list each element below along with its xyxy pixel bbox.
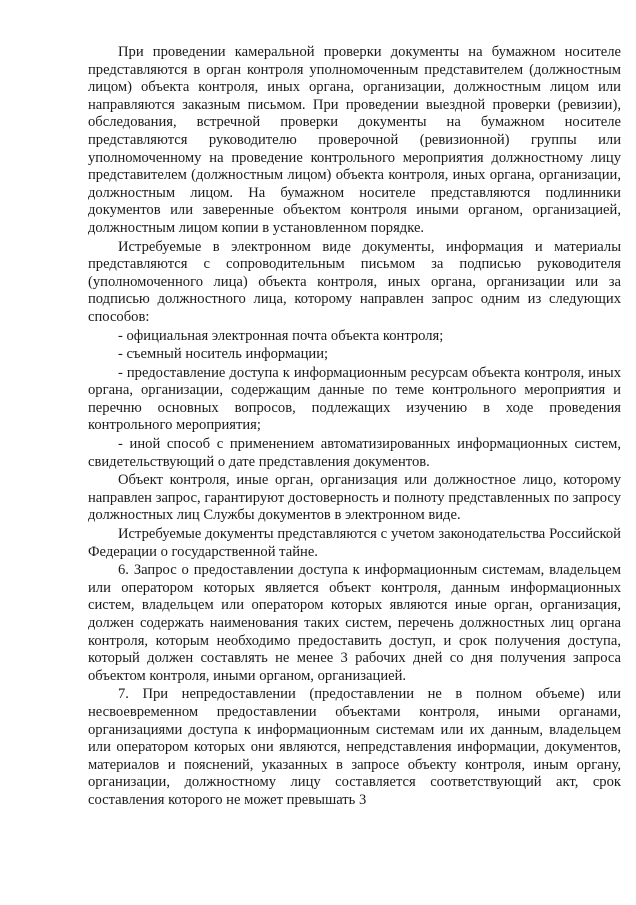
list-item-resource-access: - предоставление доступа к информационным ресурсам объекта контроля, иных органа, организации, содержащим данные по теме контрольного мероприятия и перечню основных вопросов, подлежащих изучению в ходе проведения контрольного мероприятия; [88, 364, 621, 434]
document-body [88, 44, 621, 811]
paragraph-paper-documents: При проведении камеральной проверки документы на бумажном носителе представляются в орган контроля уполномоченным представителем (должностным лицом) объекта контроля, иных органа, организации, должностным лицом или направляются заказным письмом. При проведении выездной проверки (ревизии), обследования, встречной проверки документы на бумажном носителе представляются руководителю проверочной (ревизионной) группы или уполномоченному на проведение контрольного мероприятия должностному лицу представителем (должностным лицом) объекта контроля, иных органа, организации, должностным лицом. На бумажном носителе представляются подлинники документов или заверенные объектом контроля иными органом, организацией, должностным лицом копии в установленном порядке. [88, 44, 621, 236]
list-item-email: - официальная электронная почта объекта контроля; [118, 327, 444, 344]
list-item-other-method: - иной способ с применением автоматизированных информационных систем, свидетельствующий о дате представления документов. [88, 436, 621, 470]
paragraph-state-secret: Истребуемые документы представляются с учетом законодательства Российской Федерации о государственной тайне. [88, 526, 621, 560]
paragraph-guarantee: Объект контроля, иные орган, организация или должностное лицо, которому направлен запрос, гарантируют достоверность и полноту представленных по запросу должностных лиц Службы документов в электронном виде. [88, 472, 621, 524]
list-item-removable-media: - съемный носитель информации; [118, 346, 329, 363]
paragraph-item-7: 7. При непредоставлении (предоставлении не в полном объеме) или несвоевременном предоставлении объектами контроля, иными органами, организациями доступа к информационным системам или их данным, владельцем или оператором которых они являются, непредставления информации, документов, материалов и пояснений, указанных в запросе объекту контроля, иным органу, организации, должностному лицу составляется соответствующий акт, срок составления которого не может превышать 3 [88, 686, 621, 808]
paragraph-item-6: 6. Запрос о предоставлении доступа к информационным системам, владельцем или оператором которых является объект контроля, данным информационных систем, владельцем или оператором которых являются иные орган, организация, должен содержать наименования таких систем, перечень должностных лиц органа контроля, которым необходимо предоставить доступ, и срок получения доступа, который должен составлять не менее 3 рабочих дней со дня получения запроса объектом контроля, иными органом, организацией. [88, 562, 621, 684]
paragraph-electronic-documents: Истребуемые в электронном виде документы, информация и материалы представляются с сопроводительным письмом за подписью руководителя (уполномоченного лица) объекта контроля, иных органа, организации или за подписью должностного лица, которому направлен запрос одним из следующих способов: [88, 238, 621, 325]
